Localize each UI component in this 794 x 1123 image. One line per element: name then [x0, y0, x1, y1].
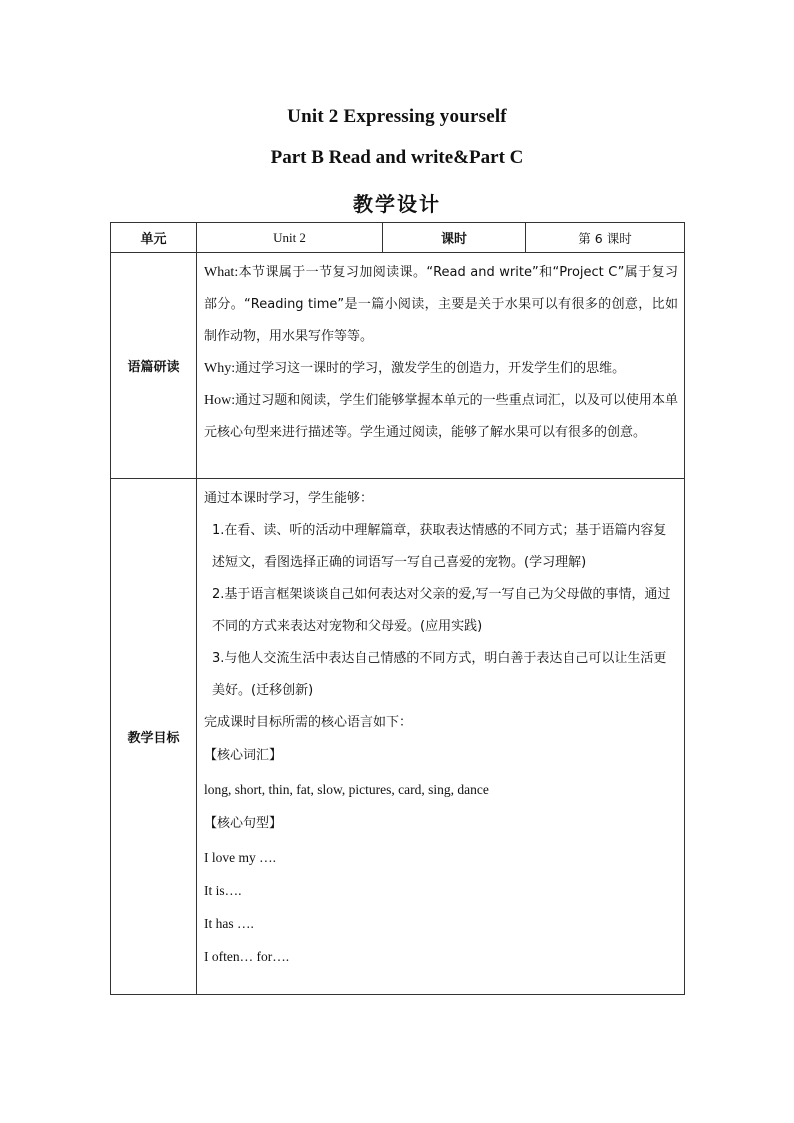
analysis-label: 语篇研读: [111, 253, 197, 479]
goal-item-3: 3.与他人交流生活中表达自己情感的不同方式，明白善于表达自己可以让生活更美好。(迁移创新): [212, 651, 667, 698]
lesson-label: 课时: [383, 223, 526, 253]
what-text: 本节课属于一节复习加阅读课。“Read and write”和“Project C”属于复习部分。“Reading time”是一篇小阅读，主要是关于水果可以有很多的创意，比如制作动物，用水果写作等等。: [204, 265, 678, 344]
vocab-heading: 【核心词汇】: [204, 748, 283, 763]
core-language-intro: 完成课时目标所需的核心语言如下：: [204, 715, 413, 730]
unit-value: Unit 2: [197, 223, 383, 253]
how-prefix: How:: [204, 393, 236, 408]
analysis-content: [197, 253, 685, 479]
document-title: Unit 2 Expressing yourself: [287, 106, 507, 127]
pattern-item-4: I often… for….: [204, 949, 290, 964]
lesson-plan-table: [110, 222, 685, 995]
goal-item-1: 1.在看、读、听的活动中理解篇章，获取表达情感的不同方式；基于语篇内容复述短文，看图选择正确的词语写一写自己喜爱的宠物。(学习理解): [212, 523, 667, 570]
table-row-unit: [111, 223, 685, 253]
unit-label: 单元: [111, 223, 197, 253]
what-prefix: What:: [204, 265, 239, 280]
lesson-value-text: 第 6 课时: [578, 230, 632, 246]
how-paragraph: [204, 385, 678, 449]
goal-item-2: 2.基于语言框架谈谈自己如何表达对父亲的爱,写一写自己为父母做的事情，通过不同的方式来表达对宠物和父母爱。(应用实践): [212, 587, 671, 634]
vocab-list: long, short, thin, fat, slow, pictures, card, sing, dance: [204, 782, 489, 797]
why-paragraph: [204, 353, 678, 385]
lesson-value: [526, 223, 685, 253]
document-heading: 教学设计: [353, 192, 441, 216]
pattern-item-3: It has ….: [204, 916, 254, 931]
document-subtitle: Part B Read and write&Part C: [270, 147, 524, 168]
objectives-content: [197, 479, 685, 995]
why-prefix: Why:: [204, 361, 236, 376]
pattern-heading: 【核心句型】: [204, 816, 283, 831]
pattern-item-1: I love my ….: [204, 850, 276, 865]
table-row-analysis: [111, 253, 685, 479]
table-row-objectives: [111, 479, 685, 995]
why-text: 通过学习这一课时的学习，激发学生的创造力，开发学生们的思维。: [235, 361, 626, 376]
pattern-item-2: It is….: [204, 883, 242, 898]
how-text: 通过习题和阅读，学生们能够掌握本单元的一些重点词汇，以及可以使用本单元核心句型来进行描述等。学生通过阅读，能够了解水果可以有很多的创意。: [204, 393, 678, 440]
objectives-label: 教学目标: [111, 479, 197, 995]
what-paragraph: [204, 257, 678, 353]
objectives-intro: 通过本课时学习，学生能够：: [204, 491, 374, 506]
